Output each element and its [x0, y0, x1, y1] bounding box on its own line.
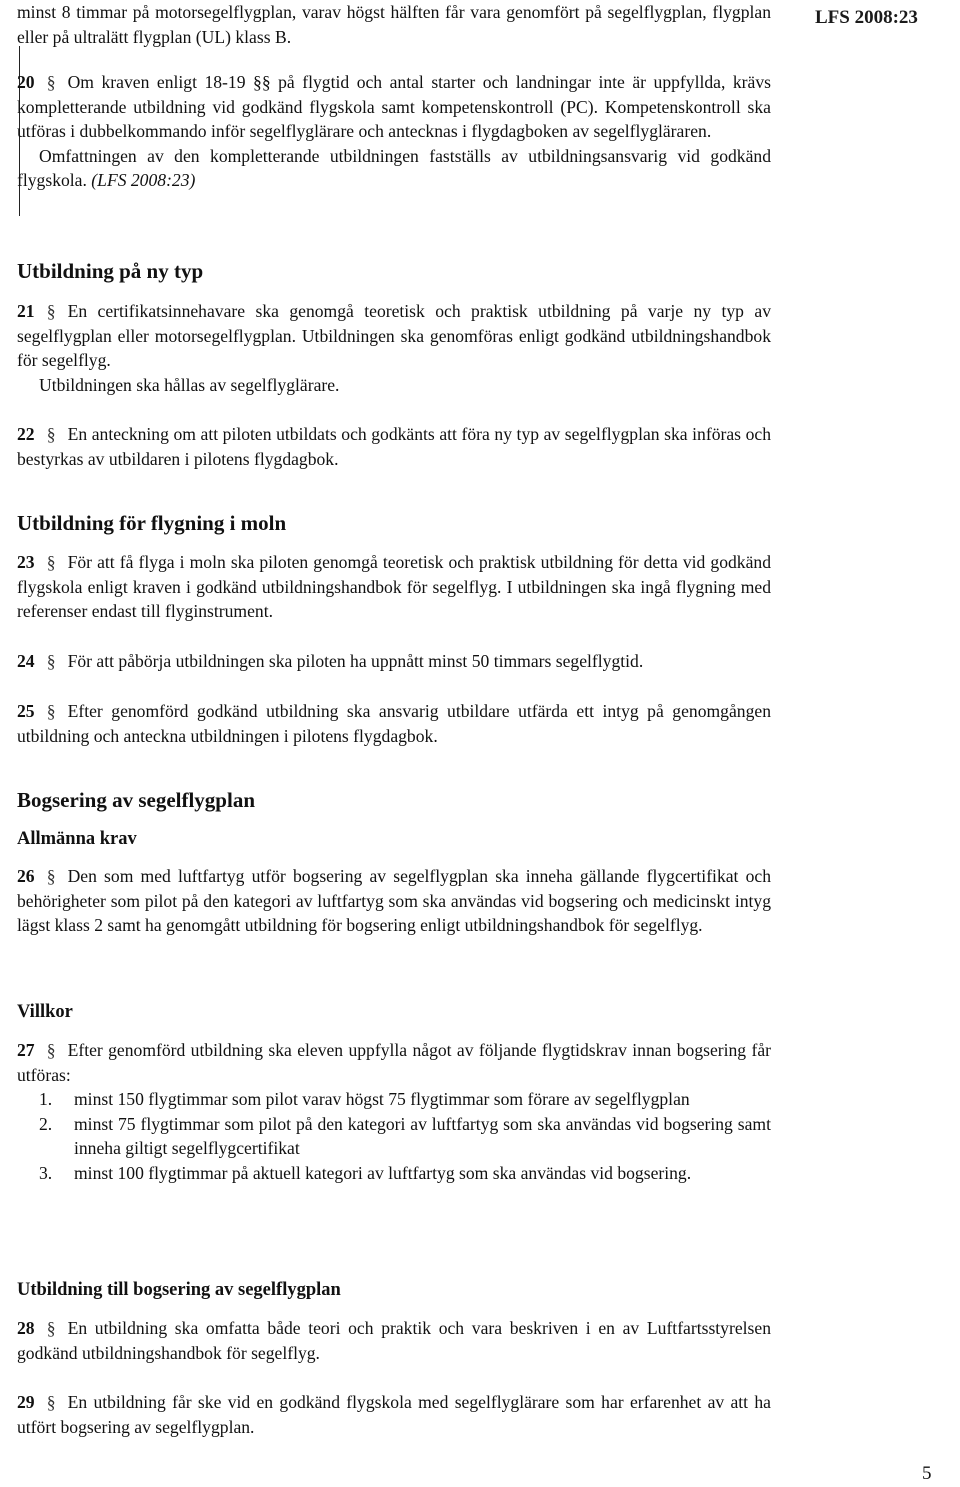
paragraph-26: [17, 864, 771, 938]
requirements-list: [17, 1087, 771, 1185]
section-symbol: §: [46, 1392, 56, 1412]
heading-flygning-i-moln: Utbildning för flygning i moln: [17, 511, 287, 535]
paragraph-number: 20: [17, 72, 35, 92]
paragraph-number: 25: [17, 701, 35, 721]
subheading-allmanna-krav: Allmänna krav: [17, 829, 137, 849]
paragraph-text: För att få flyga i moln ska piloten genomgå teoretisk och praktisk utbildning för detta vid godkänd flygskola enligt kraven i godkänd utbildningshandbok för segelflyg. I utbildningen ska ingå flygning med referenser endast till flyginstrument.: [17, 552, 771, 621]
list-number: 2.: [39, 1113, 53, 1134]
section-symbol: §: [46, 701, 56, 721]
section-symbol: §: [46, 552, 56, 572]
paragraph-23: [17, 550, 771, 624]
paragraph-text: Om kraven enligt 18-19 §§ på flygtid och antal starter och landningar inte är uppfyllda, krävs kompletterande utbildning vid godkänd flygskola samt kompetenskontroll (PC). Kompetenskontroll ska utföras i dubbelkommando inför segelflyglärare och antecknas i flygdagboken av segelflygläraren.: [17, 72, 771, 141]
intro-text: minst 8 timmar på motorsegelflygplan, varav högst hälften får vara genomfört på segelflygplan, flygplan eller på ultralätt flygplan (UL) klass B.: [17, 2, 771, 47]
document-reference: LFS 2008:23: [815, 7, 918, 28]
subheading-villkor: Villkor: [17, 1002, 73, 1022]
section-symbol: §: [46, 301, 56, 321]
paragraph-text-2: Utbildningen ska hållas av segelflyglärare.: [39, 374, 340, 395]
section-symbol: §: [46, 866, 56, 886]
list-number: 3.: [39, 1162, 53, 1183]
paragraph-text: Den som med luftfartyg utför bogsering av segelflygplan ska inneha gällande flygcertifikat och behörigheter som pilot på den kategori av luftfartyg som ska användas vid bogsering och medicinskt intyg lägst klass 2 samt ha genomgått utbildning för bogsering enligt utbildningshandbok för segelflyg.: [17, 866, 771, 935]
paragraph-text-2: Omfattningen av den kompletterande utbildningen fastställs av utbildningsansvarig vid godkänd flygskola.: [17, 145, 771, 190]
list-item: [17, 1112, 771, 1161]
paragraph-text: En utbildning ska omfatta både teori och praktik och vara beskriven i en av Luftfartsstyrelsen godkänd utbildningshandbok för segelflyg.: [17, 1318, 771, 1363]
page-body: [17, 0, 771, 1487]
paragraph-number: 27: [17, 1040, 35, 1060]
paragraph-text: För att påbörja utbildningen ska piloten ha uppnått minst 50 timmars segelflygtid.: [67, 651, 644, 671]
paragraph-number: 26: [17, 866, 35, 886]
list-number: 1.: [39, 1089, 53, 1109]
paragraph-number: 21: [17, 301, 35, 321]
paragraph-text: En anteckning om att piloten utbildats och godkänts att föra ny typ av segelflygplan ska införas och bestyrkas av utbildaren i pilotens flygdagbok.: [17, 424, 771, 469]
section-symbol: §: [46, 651, 56, 671]
paragraph-number: 23: [17, 552, 35, 572]
paragraph-24: [17, 649, 771, 674]
paragraph-text: En utbildning får ske vid en godkänd flygskola med segelflyglärare som har erfarenhet av att ha utfört bogsering av segelflygplan.: [17, 1392, 771, 1437]
intro-paragraph: [17, 0, 771, 49]
section-symbol: §: [46, 1040, 56, 1060]
list-item: [17, 1087, 771, 1112]
paragraph-number: 29: [17, 1392, 35, 1412]
paragraph-29: [17, 1390, 771, 1439]
amendment-reference: (LFS 2008:23): [91, 170, 196, 190]
section-symbol: §: [46, 1318, 56, 1338]
paragraph-text: En certifikatsinnehavare ska genomgå teoretisk och praktisk utbildning på varje ny typ av segelflygplan eller motorsegelflygplan. Utbildningen ska genomföras enligt godkänd utbildningshandbok för segelflyg.: [17, 301, 771, 370]
paragraph-text: Efter genomförd utbildning ska eleven uppfylla något av följande flygtidskrav innan bogsering får utföras:: [17, 1040, 771, 1085]
paragraph-text: Efter genomförd godkänd utbildning ska ansvarig utbildare utfärda ett intyg på genomgången utbildning och anteckna utbildningen i pilotens flygdagbok.: [17, 701, 771, 746]
list-item-text: minst 75 flygtimmar som pilot på den kategori av luftfartyg som ska användas vid bogsering samt inneha giltigt segelflygcertifikat: [74, 1113, 771, 1158]
paragraph-20: [17, 70, 771, 193]
list-item: [17, 1161, 771, 1186]
section-symbol: §: [46, 424, 56, 444]
paragraph-number: 24: [17, 651, 35, 671]
list-item-text: minst 100 flygtimmar på aktuell kategori av luftfartyg som ska användas vid bogsering.: [74, 1162, 692, 1183]
page-number: 5: [922, 1463, 932, 1484]
paragraph-21: [17, 299, 771, 397]
paragraph-22: [17, 422, 771, 471]
paragraph-28: [17, 1316, 771, 1365]
paragraph-27: [17, 1038, 771, 1185]
paragraph-number: 22: [17, 424, 35, 444]
subheading-utbildning-bogsering: Utbildning till bogsering av segelflygplan: [17, 1280, 341, 1300]
section-symbol: §: [46, 72, 56, 92]
heading-utbildning-ny-typ: Utbildning på ny typ: [17, 259, 204, 283]
paragraph-number: 28: [17, 1318, 35, 1338]
heading-bogsering: Bogsering av segelflygplan: [17, 788, 256, 812]
list-item-text: minst 150 flygtimmar som pilot varav högst 75 flygtimmar som förare av segelflygplan: [74, 1089, 690, 1109]
paragraph-25: [17, 699, 771, 748]
